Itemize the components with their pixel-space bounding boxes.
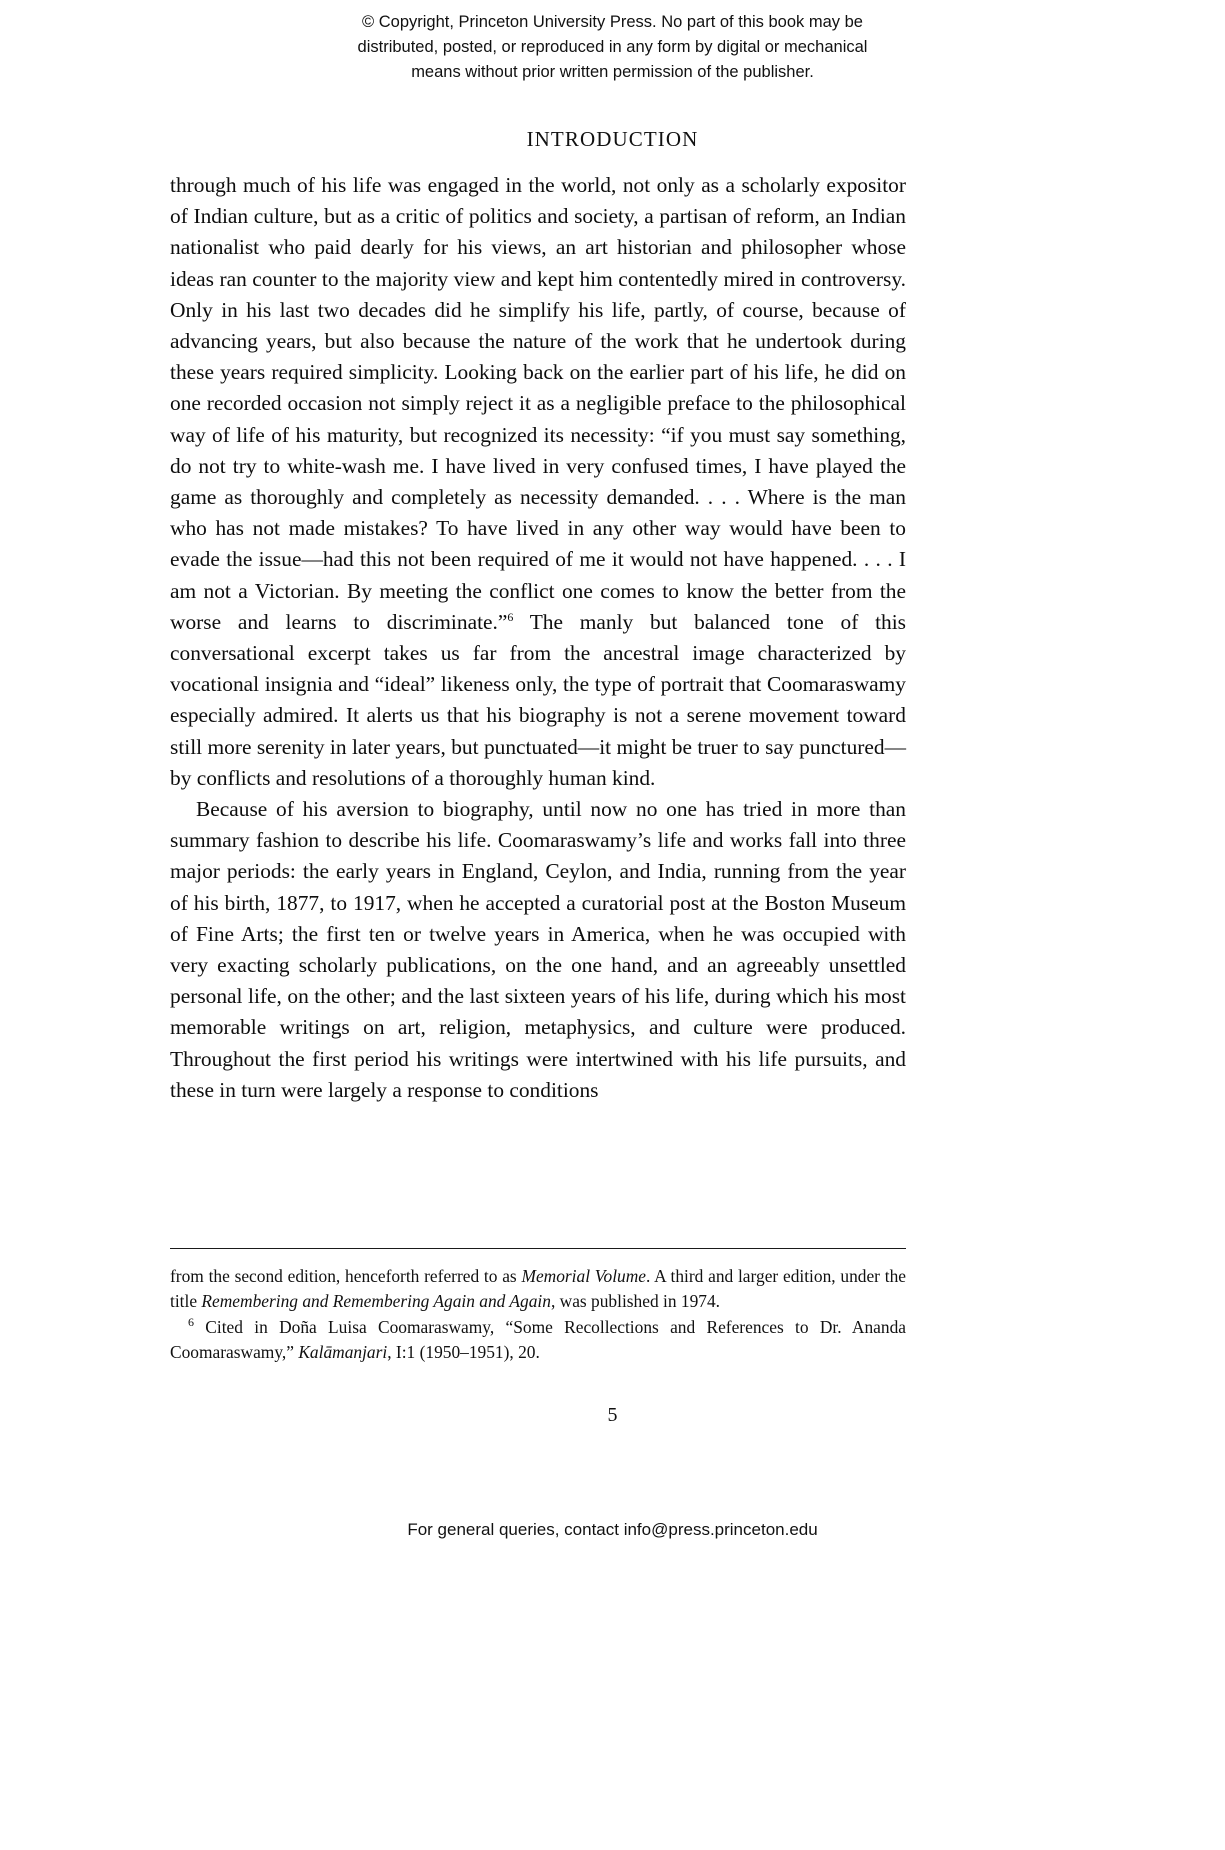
copyright-notice bbox=[0, 10, 1225, 84]
footnote-6-text-2: , I:1 (1950–1951), 20. bbox=[387, 1342, 540, 1363]
footnote-continued-text-1: from the second edition, henceforth referred to as bbox=[170, 1266, 522, 1286]
footnote-continued-italic-2: Remembering and Remembering Again and Again bbox=[201, 1291, 551, 1312]
footer-query-line: For general queries, contact info@press.princeton.edu bbox=[407, 1520, 818, 1539]
paragraph-1-text: through much of his life was engaged in the world, not only as a scholarly expositor of Indian culture, but as a critic of politics and society, a partisan of reform, an Indian nationalist who paid dearly for his views, an art historian and philosopher whose ideas ran counter to the majority view and kept him contentedly mired in controversy. Only in his last two decades did he simplify his life, partly, of course, because of advancing years, but also because the nature of the work that he undertook during these years required simplicity. Looking back on the earlier part of his life, he did on one recorded occasion not simply reject it as a negligible preface to the philosophical way of life of his maturity, but recognized its necessity: “if you must say something, do not try to white-wash me. I have lived in very confused times, I have played the game as thoroughly and completely as necessity demanded. . . . Where is the man who has not made mistakes? To have lived in any other way would have been to evade the issue—had this not been required of me it would not have happened. . . . I am not a Victorian. By meeting the conflict one comes to know the better from the worse and learns to discriminate.” bbox=[170, 173, 906, 634]
footnote-marker-6: 6 bbox=[507, 609, 514, 624]
footnotes-block bbox=[170, 1264, 906, 1366]
footnote-continued-italic-1: Memorial Volume bbox=[521, 1266, 646, 1286]
copyright-line-2: distributed, posted, or reproduced in any form by digital or mechanical bbox=[357, 37, 868, 56]
page-number: 5 bbox=[607, 1404, 618, 1426]
copyright-line-1: © Copyright, Princeton University Press. No part of this book may be bbox=[362, 13, 863, 31]
footnote-continued-text-2: . A third and larger edition, under the title bbox=[170, 1266, 906, 1312]
copyright-line-3: means without prior written permission of the publisher. bbox=[411, 62, 814, 81]
paragraph-2: Because of his aversion to biography, until now no one has tried in more than summary fashion to describe his life. Coomaraswamy’s life and works fall into three major periods: the early years in England, Ceylon, and India, running from the year of his birth, 1877, to 1917, when he accepted a curatorial post at the Boston Museum of Fine Arts; the first ten or twelve years in America, when he was occupied with very exacting scholarly publications, on the one hand, and an agreeably unsettled personal life, on the other; and the last sixteen years of his life, during which his most memorable writings on art, religion, metaphysics, and culture were produced. Throughout the first period his writings were intertwined with his life pursuits, and these in turn were largely a response to conditions bbox=[170, 797, 906, 1102]
footnote-6-italic: Kalāmanjari bbox=[298, 1342, 388, 1363]
footnote-6-text-1: Cited in Doña Luisa Coomaraswamy, “Some Recollections and References to Dr. Ananda Coomaraswamy,” bbox=[170, 1316, 906, 1363]
running-head: INTRODUCTION bbox=[526, 127, 699, 151]
footnote-6 bbox=[170, 1315, 906, 1366]
paragraph-1-continued: The manly but balanced tone of this conversational excerpt takes us far from the ancestral image characterized by vocational insignia and “ideal” likeness only, the type of portrait that Coomaraswamy especially admired. It alerts us that his biography is not a serene movement toward still more serenity in later years, but punctuated—it might be truer to say punctured—by conflicts and resolutions of a thoroughly human kind. bbox=[170, 609, 906, 790]
footnote-continued bbox=[170, 1264, 906, 1315]
body-text bbox=[170, 170, 906, 1106]
footnote-separator-rule bbox=[170, 1248, 906, 1249]
footnote-continued-text-3: , was published in 1974. bbox=[550, 1291, 721, 1312]
footnote-6-marker: 6 bbox=[188, 1315, 194, 1330]
paragraph-1 bbox=[170, 170, 906, 794]
